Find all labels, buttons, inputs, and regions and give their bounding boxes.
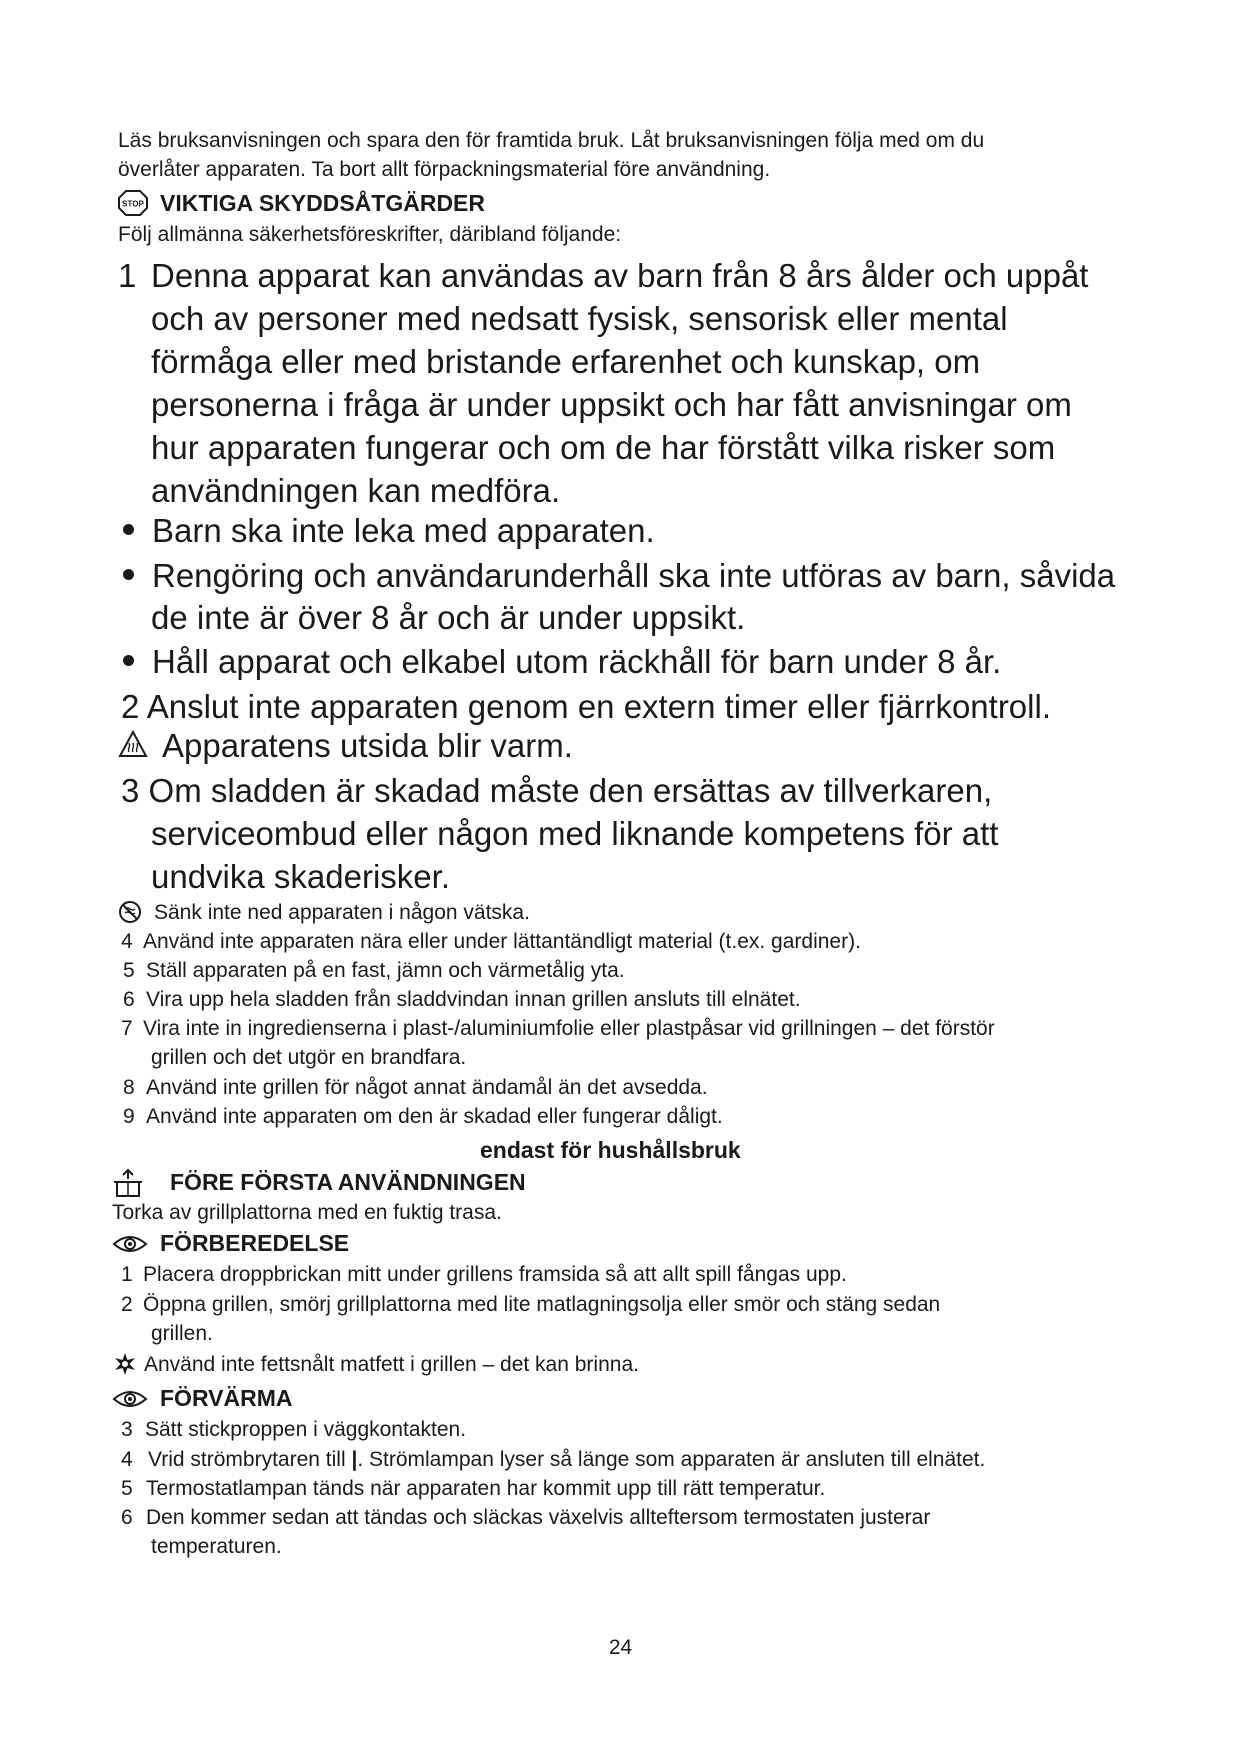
preheat-heading: FÖRVÄRMA	[160, 1385, 293, 1411]
preheat-item-5-number: 5	[121, 1477, 133, 1500]
preheat-item-4-text	[148, 1445, 985, 1474]
intro-line-1: Läs bruksanvisningen och spara den för framtida bruk. Låt bruksanvisningen följa med om du	[118, 129, 985, 152]
bullet-2-line-2: de inte är över 8 år och är under uppsikt.	[151, 599, 746, 636]
preheat-item-4-text-after: . Strömlampan lyser så länge som apparaten är ansluten till elnätet.	[357, 1448, 986, 1471]
no-immersion-icon	[118, 900, 142, 929]
prep-item-2-text: Öppna grillen, smörj grillplattorna med lite matlagningsolja eller smör och stäng sedan	[143, 1293, 941, 1316]
preparation-heading: FÖRBEREDELSE	[160, 1230, 350, 1256]
preheat-item-5-text: Termostatlampan tänds när apparaten har kommit upp till rätt temperatur.	[146, 1477, 826, 1500]
bullet-dot	[123, 655, 134, 666]
preheat-item-4-number: 4	[121, 1448, 133, 1471]
page-number: 24	[608, 1636, 633, 1659]
item-3-line-1: 3 Om sladden är skadad måste den ersättas av tillverkaren,	[121, 772, 993, 809]
item-8-number: 8	[123, 1076, 135, 1099]
item-1-number: 1	[118, 257, 137, 294]
item-1-line-4: personerna i fråga är under uppsikt och har fått anvisningar om	[151, 386, 1072, 423]
item-4-text: Använd inte apparaten nära eller under lättantändligt material (t.ex. gardiner).	[143, 930, 861, 953]
item-8-text: Använd inte grillen för något annat ändamål än det avsedda.	[146, 1076, 708, 1099]
item-9-text: Använd inte apparaten om den är skadad eller fungerar dåligt.	[146, 1105, 723, 1128]
prep-item-1-text: Placera droppbrickan mitt under grillens framsida så att allt spill fångas upp.	[143, 1263, 847, 1286]
eye-icon	[112, 1233, 148, 1260]
preheat-item-3-number: 3	[121, 1418, 133, 1441]
item-5-number: 5	[123, 959, 135, 982]
item-7-continuation: grillen och det utgör en brandfara.	[151, 1046, 467, 1069]
sparkle-icon	[114, 1353, 136, 1380]
bullet-2-line-1: Rengöring och användarunderhåll ska inte utföras av barn, såvida	[152, 557, 1116, 594]
item-7-text: Vira inte in ingredienserna i plast-/aluminiumfolie eller plastpåsar vid grillningen – det förstör	[143, 1017, 995, 1040]
hot-surface-warning: Apparatens utsida blir varm.	[162, 727, 573, 764]
bullet-dot	[123, 524, 134, 535]
item-6-number: 6	[123, 988, 135, 1011]
bullet-1: Barn ska inte leka med apparaten.	[152, 512, 655, 549]
item-1-line-5: hur apparaten fungerar och om de har förstått vilka risker som	[151, 429, 1056, 466]
no-liquid-warning: Sänk inte ned apparaten i någon vätska.	[154, 901, 530, 924]
item-1-line-1: Denna apparat kan användas av barn från 8 års ålder och uppåt	[151, 257, 1089, 294]
prep-item-1-number: 1	[121, 1263, 133, 1286]
item-6-text: Vira upp hela sladden från sladdvindan innan grillen ansluts till elnätet.	[146, 988, 801, 1011]
hot-surface-icon	[118, 730, 148, 763]
item-1-line-2: och av personer med nedsatt fysisk, sensorisk eller mental	[151, 300, 1008, 337]
item-1-line-6: användningen kan medföra.	[151, 472, 561, 509]
item-5-text: Ställ apparaten på en fast, jämn och värmetålig yta.	[146, 959, 625, 982]
safety-subheading: Följ allmänna säkerhetsföreskrifter, däribland följande:	[118, 223, 622, 246]
preheat-item-6-continuation: temperaturen.	[151, 1535, 282, 1558]
svg-text:STOP: STOP	[122, 199, 144, 209]
item-4-number: 4	[121, 930, 133, 953]
prep-item-2-continuation: grillen.	[151, 1322, 213, 1345]
preheat-item-3-text: Sätt stickproppen i väggkontakten.	[145, 1418, 467, 1441]
preheat-item-6-text: Den kommer sedan att tändas och släckas växelvis allteftersom termostaten justerar	[146, 1506, 931, 1529]
item-1-line-3: förmåga eller med bristande erfarenhet och kunskap, om	[151, 343, 981, 380]
before-first-use-text: Torka av grillplattorna med en fuktig trasa.	[112, 1201, 502, 1224]
bullet-3: Håll apparat och elkabel utom räckhåll för barn under 8 år.	[152, 643, 1002, 680]
prep-note: Använd inte fettsnålt matfett i grillen – det kan brinna.	[144, 1353, 639, 1376]
household-only: endast för hushållsbruk	[480, 1137, 741, 1163]
item-9-number: 9	[123, 1105, 135, 1128]
item-7-number: 7	[121, 1017, 133, 1040]
bullet-dot	[123, 569, 134, 580]
preheat-item-6-number: 6	[121, 1506, 133, 1529]
before-first-use-heading: FÖRE FÖRSTA ANVÄNDNINGEN	[170, 1169, 526, 1195]
intro-line-2: överlåter apparaten. Ta bort allt förpackningsmaterial före användning.	[118, 158, 771, 181]
eye-icon	[112, 1388, 148, 1415]
item-3-line-2: serviceombud eller någon med liknande kompetens för att	[151, 815, 999, 852]
item-2: 2 Anslut inte apparaten genom en extern timer eller fjärrkontroll.	[121, 688, 1051, 725]
prep-item-2-number: 2	[121, 1293, 133, 1316]
preheat-item-4-text-before: Vrid strömbrytaren till	[148, 1448, 346, 1471]
item-3-line-3: undvika skaderisker.	[151, 858, 450, 895]
safety-heading: VIKTIGA SKYDDSÅTGÄRDER	[160, 190, 485, 216]
stop-icon	[118, 190, 148, 221]
on-symbol: |	[351, 1448, 358, 1471]
